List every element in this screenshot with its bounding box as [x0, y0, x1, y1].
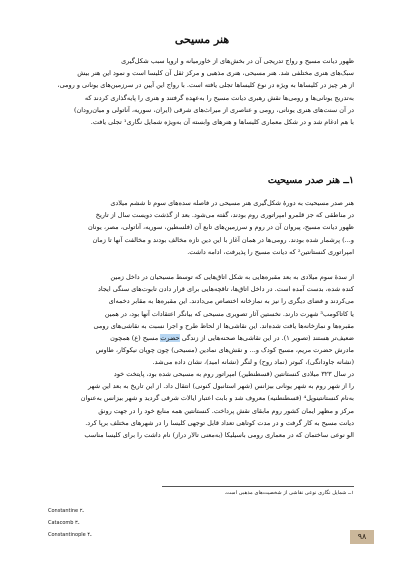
- paragraph-early-christian-art[interactable]: هنر صدر مسیحیت به دورهٔ شکل‌گیری هنر مسیحی در فاصله سده‌های سوم تا ششم میلادی در مناطقی که جز قلمرو امپراتوری روم بودند، گفته می‌شود. بعد از گذشت دویست سال از تاریخ ظهور دیانت مسیح، پیروان آن در روم و سرزمین‌های تابع آن (فلسطین، سوریه، آناتولی، مصر، یونان و...) پرشمار شده بودند. رومی‌ها در همان آغاز با این دین تازه مخالف بودند و مخالفت آنها تا زمان امپراتوری کنستانتین² که دیانت مسیح را پذیرفت، ادامه داشت.: [88, 199, 354, 256]
- reference-list: [48, 505, 168, 541]
- selected-text-highlight[interactable]: حضرت: [160, 334, 180, 343]
- chapter-title: هنر مسیحی: [174, 33, 230, 46]
- reference-item: Catacomb ـ۳: [48, 520, 80, 526]
- catacombs-text-start[interactable]: از سدهٔ سوم میلادی به بعد مقبره‌هایی به شکل اتاق‌هایی که توسط مسیحیان در داخل زمین کنده شده، بدست آمده است. در داخل اتاق‌ها، تاقچه‌هایی برای قرار دادن تابوت‌های سنگی ایجاد می‌کردند و فضای دیگری را نیز به نمازخانه اختصاص می‌دادند. این مقبره‌ها به مقابر دخمه‌ای یا کاتاکومب³ شهرت دارند. نخستین آثار تصویری مسیحی که بیانگر اعتقادات آنها بود، در همین مقبره‌ها و نمازخانه‌ها یافت شده‌اند. این نقاشی‌ها از لحاظ طرح و اجرا نسبت به نقاشی‌های رومی ضعیف‌تر هستند (تصویر ۱). در این نقاشی‌ها صحنه‌هایی از زندگی: [93, 273, 354, 343]
- section-heading: ۱ــ هنر صدر مسیحیت: [267, 175, 354, 186]
- footnote-divider: [162, 486, 354, 487]
- intro-paragraph[interactable]: ظهور دیانت مسیح و رواج تدریجی آن در بخش‌های از خاورمیانه و اروپا سبب شکل‌گیری سبک‌های هنری مختلفی شد. هنر مسیحی، هنری مذهبی و مرکز ثقل آن کلیسا است و نمود این هنر بیش از هر چیز در کلیسا‌ها به ویژه در نوع کلیساها تجلی یافته است. با رواج این آیین در سرزمین‌های یونانی و رومی، به‌تدریج یونانی‌ها و رومی‌ها نقش رهبری دیانت مسیح را به‌عهده گرفتند و هنری را پایه‌گذاری کردند که در آن سنت‌های هنری یونانی، رومی و عناصری از میراث‌های شرقی (ایران، سوریه، آناتولی و میان‌رودان) با هم ادغام شد و در شکل معماری کلیساها و هنرهای وابسته آن به‌ویژه شمایل نگاری¹ تجلی یافت.: [57, 57, 354, 127]
- footnote: ۱ــ شمایل نگاری نوعی نقاشی از شخصیت‌های مذهبی است.: [224, 490, 354, 496]
- paragraph-catacombs[interactable]: [48, 271, 354, 369]
- catacombs-text-end[interactable]: مسیح (ع) همچون مادرش حضرت مریم، مسیح کودک و... و نقش‌های نمادین (مسیحی) چون چوپان نیکوکار، طاوس (نشانه جاودانگی)، کبوتر (نماد روح) و لنگر (نشانه امید)، نشان داده می‌شد.: [95, 334, 354, 367]
- reference-item: Constantine ـ۲: [48, 508, 84, 514]
- reference-item: Constantinople ـ۴: [48, 532, 92, 538]
- paragraph-constantine[interactable]: در سال ۳۲۳ میلادی کنستانتین (قسطنطین) امپراتور روم به مسیحی شده بود، پایتخت خود را از شهر روم به شهر یونانی بیزانس (شهر استانبول کنونی) انتقال داد. از این تاریخ به بعد این شهر به‌نام کنستانتینوپل⁴ (قسطنطنیه) معروف شد و بابت اعتبار ایالات شرقی گردید و شهر بیزانس به‌عنوان مرکز و مظهر ایمان کشور روم ما‌بقای نقش پرداخت. کنستانتین همه منابع خود را در جهت رونق دیانت مسیح به کار گرفت و در مدت کوتاهی تعداد قابل توجهی کلیسا را در شهرهای مختلف برپا کرد. الو نوعی ساختمان که در معماری رومی باسیلیکا (به‌معنی تالار دراز) نام داشت را برای کلیسا مناسب: [80, 370, 354, 440]
- page-number: ۹۸: [350, 530, 374, 544]
